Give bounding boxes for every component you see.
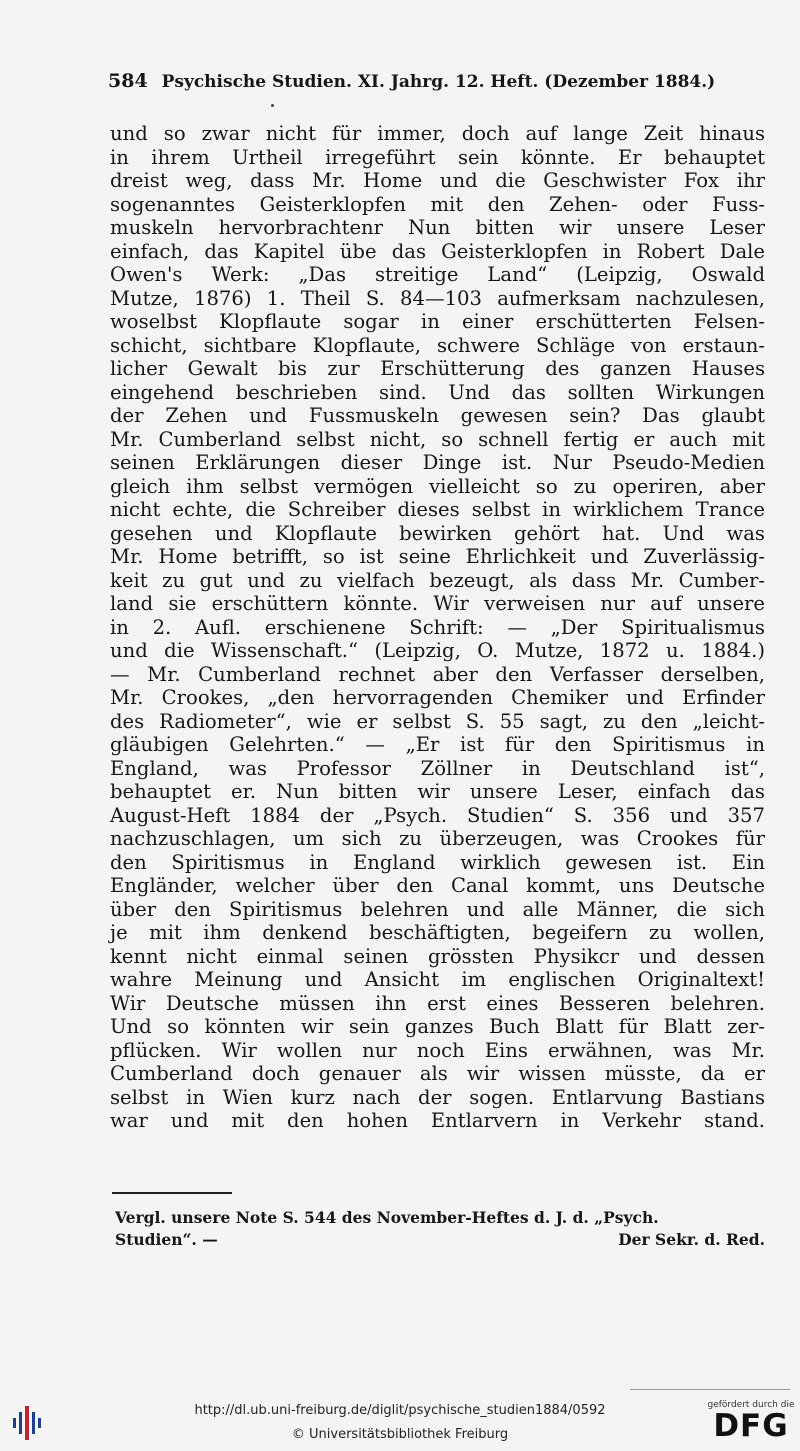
text-line: muskeln hervorbrachtenr Nun bitten wir unsere Leser <box>110 216 765 239</box>
ink-dot <box>271 104 274 107</box>
text-line: land sie erschüttern könnte. Wir verweisen nur auf unsere <box>110 592 765 615</box>
text-line: in ihrem Urtheil irregeführt sein könnte. Er behauptet <box>110 145 765 169</box>
footnote-line-1: Vergl. unsere Note S. 544 des November-Heftes d. J. d. „Psych. <box>115 1208 659 1227</box>
text-line: eingehend beschrieben sind. Und das sollten Wirkungen <box>110 380 765 404</box>
text-line: schicht, sichtbare Klopflaute, schwere Schläge von erstaun- <box>110 333 765 357</box>
text-line: keit zu gut und zu vielfach bezeugt, als dass Mr. Cumber- <box>110 568 765 592</box>
body-text <box>110 122 765 1133</box>
dfg-logo <box>706 1400 796 1446</box>
text-line: den Spiritismus in England wirklich gewesen ist. Ein <box>110 850 765 874</box>
footer-bar <box>0 1390 800 1451</box>
text-line: gläubigen Gelehrten.“ — „Er ist für den Spiritismus in <box>110 733 765 756</box>
text-line: Cumberland doch genauer als wir wissen müsste, da er <box>110 1062 765 1085</box>
text-line: gleich ihm selbst vermögen vielleicht so zu operiren, aber <box>110 474 765 498</box>
text-line: des Radiometer“, wie er selbst S. 55 sagt, zu den „leicht- <box>110 709 765 733</box>
text-line: dreist weg, dass Mr. Home und die Geschwister Fox ihr <box>110 169 765 192</box>
dfg-wordmark: DFG <box>713 1408 789 1444</box>
text-line: Und so könnten wir sein ganzes Buch Blatt für Blatt zer- <box>110 1015 765 1038</box>
text-line: Mr. Crookes, „den hervorragenden Chemiker und Erfinder <box>110 686 765 709</box>
text-line: woselbst Klopflaute sogar in einer erschütterten Felsen- <box>110 310 765 333</box>
text-line: Owen's Werk: „Das streitige Land“ (Leipzig, Oswald <box>110 263 765 286</box>
copyright: © Universitätsbibliothek Freiburg <box>291 1427 509 1442</box>
text-line: pflücken. Wir wollen nur noch Eins erwähnen, was Mr. <box>110 1038 765 1062</box>
text-line: Mr. Cumberland selbst nicht, so schnell fertig er auch mit <box>110 427 765 451</box>
page-number: 584 <box>108 70 148 92</box>
text-line: — Mr. Cumberland rechnet aber den Verfasser derselben, <box>110 662 765 686</box>
text-line: nachzuschlagen, um sich zu überzeugen, was Crookes für <box>110 827 765 850</box>
running-title: Psychische Studien. XI. Jahrg. 12. Heft. (Dezember 1884.) <box>161 72 716 92</box>
text-line: kennt nicht einmal seinen grössten Physikcr und dessen <box>110 944 765 968</box>
text-line: über den Spiritismus belehren und alle Männer, die sich <box>110 897 765 921</box>
text-line: und die Wissenschaft.“ (Leipzig, O. Mutze, 1872 u. 1884.) <box>110 639 765 662</box>
text-line: Mr. Home betrifft, so ist seine Ehrlichkeit und Zuverlässig- <box>110 545 765 568</box>
dfg-tagline: gefördert durch die <box>707 1400 795 1410</box>
text-line: wahre Meinung und Ansicht im englischen Originaltext! <box>110 968 765 991</box>
text-line: Wir Deutsche müssen ihn erst eines Besseren belehren. <box>110 991 765 1015</box>
text-line: behauptet er. Nun bitten wir unsere Leser, einfach das <box>110 780 765 803</box>
footnote-line-2 <box>115 1229 765 1251</box>
text-line: war und mit den hohen Entlarvern in Verkehr stand. <box>110 1109 765 1132</box>
text-line: in 2. Aufl. erschienene Schrift: — „Der Spiritualismus <box>110 615 765 639</box>
text-line: gesehen und Klopflaute bewirken gehört hat. Und was <box>110 521 765 545</box>
text-line: einfach, das Kapitel übe das Geisterklopfen in Robert Dale <box>110 239 765 263</box>
text-line: der Zehen und Fussmuskeln gewesen sein? Das glaubt <box>110 404 765 427</box>
text-line: sogenanntes Geisterklopfen mit den Zehen- oder Fuss- <box>110 192 765 216</box>
running-header <box>108 70 768 92</box>
footnote-rule <box>112 1192 232 1194</box>
source-url[interactable]: http://dl.ub.uni-freiburg.de/diglit/psychische_studien1884/0592 <box>194 1403 606 1418</box>
text-line: Mutze, 1876) 1. Theil S. 84—103 aufmerksam nachzulesen, <box>110 286 765 310</box>
text-line: selbst in Wien kurz nach der sogen. Entlarvung Bastians <box>110 1085 765 1109</box>
text-line: August-Heft 1884 der „Psych. Studien“ S. 356 und 357 <box>110 803 765 827</box>
text-line: nicht echte, die Schreiber dieses selbst in wirklichem Trance <box>110 498 765 521</box>
footnote <box>115 1207 765 1251</box>
text-line: licher Gewalt bis zur Erschütterung des ganzen Hauses <box>110 357 765 380</box>
footnote-signature: Der Sekr. d. Red. <box>618 1230 765 1249</box>
text-line: und so zwar nicht für immer, doch auf lange Zeit hinaus <box>110 122 765 145</box>
text-line: je mit ihm denkend beschäftigten, begeifern zu wollen, <box>110 921 765 944</box>
text-line: Engländer, welcher über den Canal kommt, uns Deutsche <box>110 874 765 897</box>
text-line: England, was Professor Zöllner in Deutschland ist“, <box>110 756 765 780</box>
footnote-left: Studien“. — <box>115 1230 218 1249</box>
text-line: seinen Erklärungen dieser Dinge ist. Nur Pseudo-Medien <box>110 451 765 474</box>
